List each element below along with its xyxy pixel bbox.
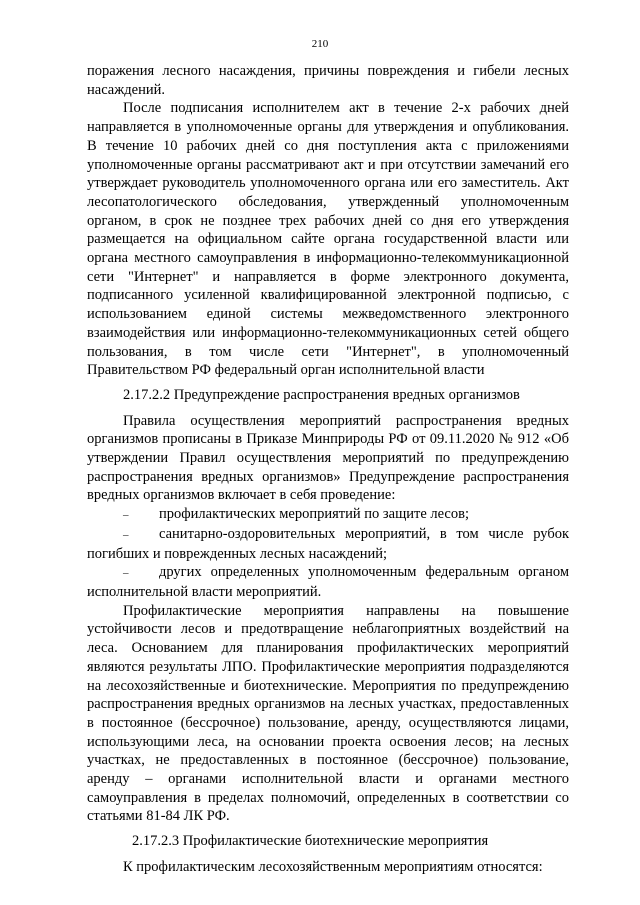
- section-heading-2-17-2-3: 2.17.2.3 Профилактические биотехнические мероприятия: [132, 833, 489, 850]
- paragraph-rules-intro: Правила осуществления мероприятий распространения вредных организмов прописаны в Приказе Минприроды РФ от 09.11.2020 № 912 «Об утверждении Правил осуществления мероприятий по предупреждению распространения вредных организмов» Предупреждение распространения вредных организмов включает в себя проведение:: [87, 412, 569, 504]
- paragraph-forestry-measures-intro: К профилактическим лесохозяйственным мероприятиям относятся:: [123, 858, 543, 875]
- list-item: [87, 563, 569, 601]
- page-number: 210: [311, 38, 329, 50]
- list-item: [87, 525, 569, 563]
- list-item-text: санитарно-оздоровительных мероприятий, в том числе рубок погибших и поврежденных лесных насаждений;: [87, 525, 569, 562]
- section-heading-2-17-2-2: 2.17.2.2 Предупреждение распространения вредных организмов: [123, 386, 520, 403]
- paragraph-continuation: поражения лесного насаждения, причины повреждения и гибели лесных насаждений.: [87, 63, 569, 98]
- list-bullet: –: [123, 528, 129, 541]
- list-bullet: –: [123, 509, 129, 522]
- list-item: [87, 505, 569, 525]
- list-item-text: профилактических мероприятий по защите лесов;: [159, 506, 469, 523]
- list-item-text: других определенных уполномоченным федеральным органом исполнительной власти мероприятий.: [87, 564, 569, 600]
- list-bullet: –: [123, 567, 129, 580]
- measures-list: [87, 505, 569, 602]
- paragraph-act-approval: После подписания исполнителем акт в течение 2-х рабочих дней направляется в уполномоченные органы для утверждения и опубликования. В течение 10 рабочих дней со дня поступления акта с приложениями уполномоченные органы рассматривают акт и при отсутствии замечаний его утверждает руководитель уполномоченного органа или его заместитель. Акт лесопатологического обследования, утвержденный уполномоченным органом, в срок не позднее трех рабочих дней со дня его утверждения размещается на официальном сайте органа государственной власти или органа местного самоуправления в информационно-телекоммуникационной сети "Интернет" и направляется в форме электронного документа, подписанного усиленной квалифицированной электронной подписью, с использованием единой системы межведомственного электронного взаимодействия или информационно-телекоммуникационных сетей общего пользования, в том числе сети "Интернет", в уполномоченный Правительством РФ федеральный орган исполнительной власти: [87, 100, 569, 379]
- document-body: [87, 62, 569, 877]
- paragraph-prophylactic-measures: Профилактические мероприятия направлены на повышение устойчивости лесов и предотвращение неблагоприятных воздействий на леса. Основанием для планирования профилактических мероприятий являются результаты ЛПО. Профилактические мероприятия подразделяются на лесохозяйственные и биотехнические. Мероприятия по предупреждению распространения вредных организмов на лесных участках, предоставленных в постоянное (бессрочное) пользование, аренду, осуществляются лицами, использующими леса, на основании проекта освоения лесов; на лесных участках, не предоставленных в постоянное (бессрочное) пользование, аренду – органами исполнительной власти и органами местного самоуправления в пределах полномочий, определенных в соответствии со статьями 81-84 ЛК РФ.: [87, 602, 569, 825]
